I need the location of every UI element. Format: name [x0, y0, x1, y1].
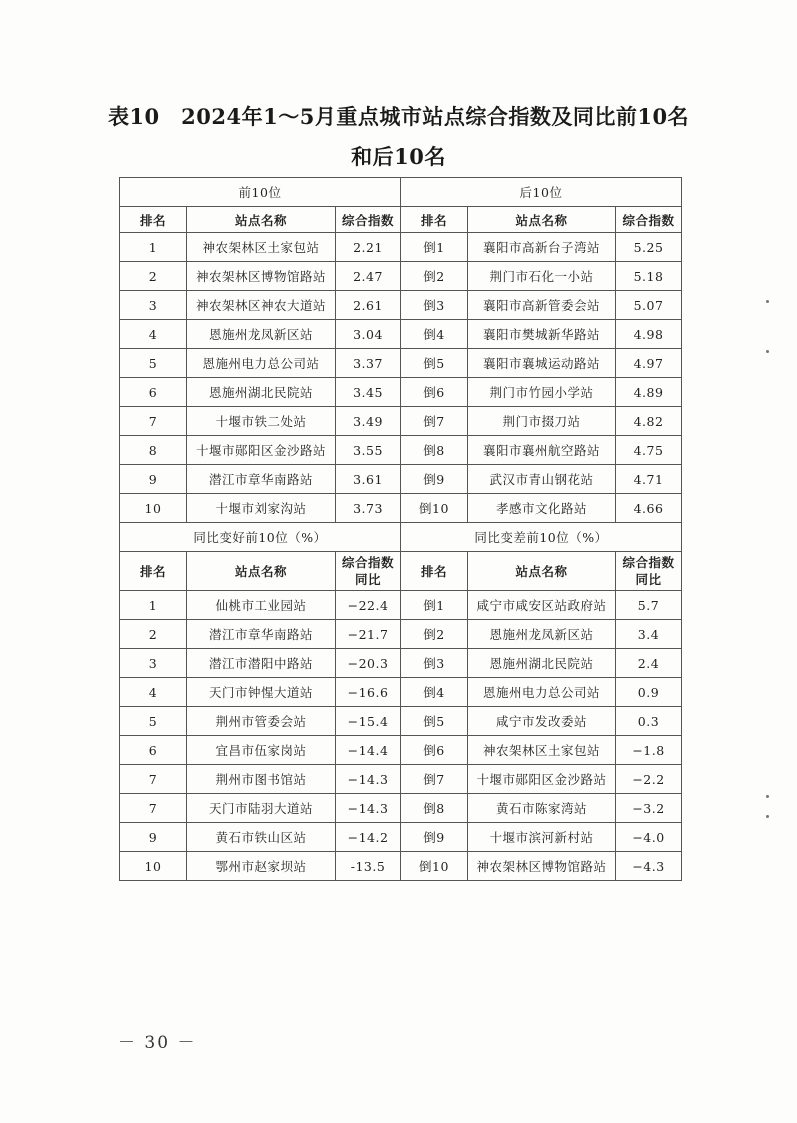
value-cell: 3.61 [336, 465, 401, 494]
table-row [120, 852, 682, 881]
value-cell: 2.47 [336, 262, 401, 291]
header-station: 站点名称 [187, 552, 336, 591]
station-cell: 襄阳市樊城新华路站 [468, 320, 616, 349]
station-cell: 恩施州湖北民院站 [187, 378, 336, 407]
rank-cell: 2 [120, 620, 187, 649]
station-cell: 黄石市铁山区站 [187, 823, 336, 852]
header-yoy-label: 同比 [354, 572, 381, 587]
table-title-line2: 和后10名 [351, 144, 446, 169]
scan-dot [766, 815, 769, 818]
station-cell: 仙桃市工业园站 [187, 591, 336, 620]
header-rank: 排名 [401, 207, 468, 233]
header-yoy-label: 同比 [635, 572, 662, 587]
rank-cell: 10 [120, 494, 187, 523]
station-cell: 咸宁市发改委站 [468, 707, 616, 736]
rank-cell: 3 [120, 291, 187, 320]
table-row [120, 378, 682, 407]
station-cell: 恩施州电力总公司站 [187, 349, 336, 378]
value-cell: −14.3 [336, 765, 401, 794]
rank-cell: 7 [120, 765, 187, 794]
header-index-label: 综合指数 [341, 555, 394, 570]
table-row [120, 591, 682, 620]
header-index-yoy [616, 552, 682, 591]
station-cell: 神农架林区土家包站 [468, 736, 616, 765]
table-row [120, 736, 682, 765]
header-index: 综合指数 [616, 207, 682, 233]
value-cell: −15.4 [336, 707, 401, 736]
table-row [120, 765, 682, 794]
table-row [120, 649, 682, 678]
rank-cell: 3 [120, 649, 187, 678]
station-cell: 神农架林区神农大道站 [187, 291, 336, 320]
value-cell: 3.45 [336, 378, 401, 407]
rank-cell: 倒10 [401, 494, 468, 523]
station-cell: 鄂州市赵家坝站 [187, 852, 336, 881]
rank-cell: 1 [120, 591, 187, 620]
value-cell: −4.3 [616, 852, 682, 881]
station-cell: 宜昌市伍家岗站 [187, 736, 336, 765]
station-cell: 天门市钟惺大道站 [187, 678, 336, 707]
station-cell: 潜江市潜阳中路站 [187, 649, 336, 678]
section-header-improved10: 同比变好前10位（%） [120, 523, 401, 552]
value-cell: 2.4 [616, 649, 682, 678]
section-header-top10: 前10位 [120, 178, 401, 207]
header-station: 站点名称 [468, 552, 616, 591]
value-cell: 5.18 [616, 262, 682, 291]
rank-cell: 倒6 [401, 736, 468, 765]
value-cell: −1.8 [616, 736, 682, 765]
value-cell: 5.25 [616, 233, 682, 262]
value-cell: 4.97 [616, 349, 682, 378]
value-cell: −4.0 [616, 823, 682, 852]
table-row [120, 823, 682, 852]
rank-cell: 倒7 [401, 765, 468, 794]
header-rank: 排名 [120, 552, 187, 591]
section-header-worsened10: 同比变差前10位（%） [401, 523, 682, 552]
value-cell: −20.3 [336, 649, 401, 678]
station-cell: 神农架林区博物馆路站 [468, 852, 616, 881]
value-cell: 4.82 [616, 407, 682, 436]
station-cell: 恩施州电力总公司站 [468, 678, 616, 707]
station-cell: 恩施州龙凤新区站 [187, 320, 336, 349]
table-row [120, 678, 682, 707]
table-row [120, 349, 682, 378]
station-cell: 襄阳市襄州航空路站 [468, 436, 616, 465]
station-cell: 十堰市刘家沟站 [187, 494, 336, 523]
value-cell: 3.49 [336, 407, 401, 436]
rank-cell: 4 [120, 320, 187, 349]
station-cell: 十堰市滨河新村站 [468, 823, 616, 852]
station-cell: 荆门市竹园小学站 [468, 378, 616, 407]
value-cell: 5.7 [616, 591, 682, 620]
rank-cell: 倒3 [401, 649, 468, 678]
rank-cell: 7 [120, 407, 187, 436]
station-cell: 荆门市石化一小站 [468, 262, 616, 291]
station-cell: 荆州市管委会站 [187, 707, 336, 736]
scan-dot [766, 795, 769, 798]
rank-cell: 倒9 [401, 465, 468, 494]
station-cell: 荆门市掇刀站 [468, 407, 616, 436]
value-cell: 4.98 [616, 320, 682, 349]
value-cell: 4.75 [616, 436, 682, 465]
value-cell: 3.73 [336, 494, 401, 523]
station-cell: 襄阳市襄城运动路站 [468, 349, 616, 378]
station-cell: 武汉市青山钢花站 [468, 465, 616, 494]
table-row [120, 262, 682, 291]
table-row [120, 465, 682, 494]
rank-cell: 倒1 [401, 233, 468, 262]
header-rank: 排名 [120, 207, 187, 233]
rank-cell: 2 [120, 262, 187, 291]
value-cell: 0.3 [616, 707, 682, 736]
header-station: 站点名称 [187, 207, 336, 233]
station-cell: 咸宁市咸安区站政府站 [468, 591, 616, 620]
rank-cell: 倒1 [401, 591, 468, 620]
rank-cell: 倒2 [401, 262, 468, 291]
value-cell: 4.89 [616, 378, 682, 407]
value-cell: −14.2 [336, 823, 401, 852]
rank-cell: 6 [120, 736, 187, 765]
station-cell: 襄阳市高新台子湾站 [468, 233, 616, 262]
value-cell: 3.04 [336, 320, 401, 349]
rank-cell: 6 [120, 378, 187, 407]
station-cell: 神农架林区博物馆路站 [187, 262, 336, 291]
rank-cell: 倒4 [401, 320, 468, 349]
rank-cell: 8 [120, 436, 187, 465]
rank-cell: 9 [120, 823, 187, 852]
value-cell: −16.6 [336, 678, 401, 707]
table-row [120, 620, 682, 649]
station-cell: 天门市陆羽大道站 [187, 794, 336, 823]
table-row [120, 407, 682, 436]
value-cell: 2.21 [336, 233, 401, 262]
table-row [120, 494, 682, 523]
rank-cell: 7 [120, 794, 187, 823]
value-cell: 4.66 [616, 494, 682, 523]
rank-cell: 倒9 [401, 823, 468, 852]
page-number: － 30 － [118, 1033, 197, 1053]
rank-cell: 倒7 [401, 407, 468, 436]
value-cell: 4.71 [616, 465, 682, 494]
station-cell: 神农架林区土家包站 [187, 233, 336, 262]
rank-cell: 倒5 [401, 707, 468, 736]
rank-cell: 倒3 [401, 291, 468, 320]
header-rank: 排名 [401, 552, 468, 591]
station-cell: 襄阳市高新管委会站 [468, 291, 616, 320]
rank-cell: 倒8 [401, 794, 468, 823]
value-cell: 3.37 [336, 349, 401, 378]
station-cell: 十堰市郧阳区金沙路站 [187, 436, 336, 465]
station-cell: 黄石市陈家湾站 [468, 794, 616, 823]
table-row [120, 436, 682, 465]
value-cell: 0.9 [616, 678, 682, 707]
station-cell: 十堰市铁二处站 [187, 407, 336, 436]
rank-cell: 5 [120, 707, 187, 736]
station-cell: 潜江市章华南路站 [187, 620, 336, 649]
table-title: 表10 2024年1～5月重点城市站点综合指数及同比前10名 [107, 104, 690, 129]
header-index-label: 综合指数 [622, 555, 675, 570]
rank-cell: 倒8 [401, 436, 468, 465]
table-row [120, 233, 682, 262]
value-cell: −3.2 [616, 794, 682, 823]
table-row [120, 707, 682, 736]
station-cell: 十堰市郧阳区金沙路站 [468, 765, 616, 794]
station-cell: 恩施州龙凤新区站 [468, 620, 616, 649]
station-cell: 潜江市章华南路站 [187, 465, 336, 494]
value-cell: −14.4 [336, 736, 401, 765]
station-ranking-table [119, 177, 682, 881]
value-cell: −2.2 [616, 765, 682, 794]
rank-cell: 5 [120, 349, 187, 378]
value-cell: 5.07 [616, 291, 682, 320]
rank-cell: 倒6 [401, 378, 468, 407]
rank-cell: 倒2 [401, 620, 468, 649]
rank-cell: 10 [120, 852, 187, 881]
rank-cell: 倒4 [401, 678, 468, 707]
scan-dot [766, 350, 769, 353]
rank-cell: 1 [120, 233, 187, 262]
rank-cell: 倒10 [401, 852, 468, 881]
value-cell: −14.3 [336, 794, 401, 823]
table-row [120, 320, 682, 349]
station-cell: 恩施州湖北民院站 [468, 649, 616, 678]
value-cell: −21.7 [336, 620, 401, 649]
value-cell: 3.4 [616, 620, 682, 649]
scan-dot [766, 300, 769, 303]
rank-cell: 9 [120, 465, 187, 494]
table-row [120, 794, 682, 823]
station-cell: 荆州市图书馆站 [187, 765, 336, 794]
value-cell: -13.5 [336, 852, 401, 881]
rank-cell: 4 [120, 678, 187, 707]
section-header-bottom10: 后10位 [401, 178, 682, 207]
station-cell: 孝感市文化路站 [468, 494, 616, 523]
value-cell: 2.61 [336, 291, 401, 320]
value-cell: −22.4 [336, 591, 401, 620]
header-index: 综合指数 [336, 207, 401, 233]
header-index-yoy [336, 552, 401, 591]
value-cell: 3.55 [336, 436, 401, 465]
rank-cell: 倒5 [401, 349, 468, 378]
table-row [120, 291, 682, 320]
header-station: 站点名称 [468, 207, 616, 233]
